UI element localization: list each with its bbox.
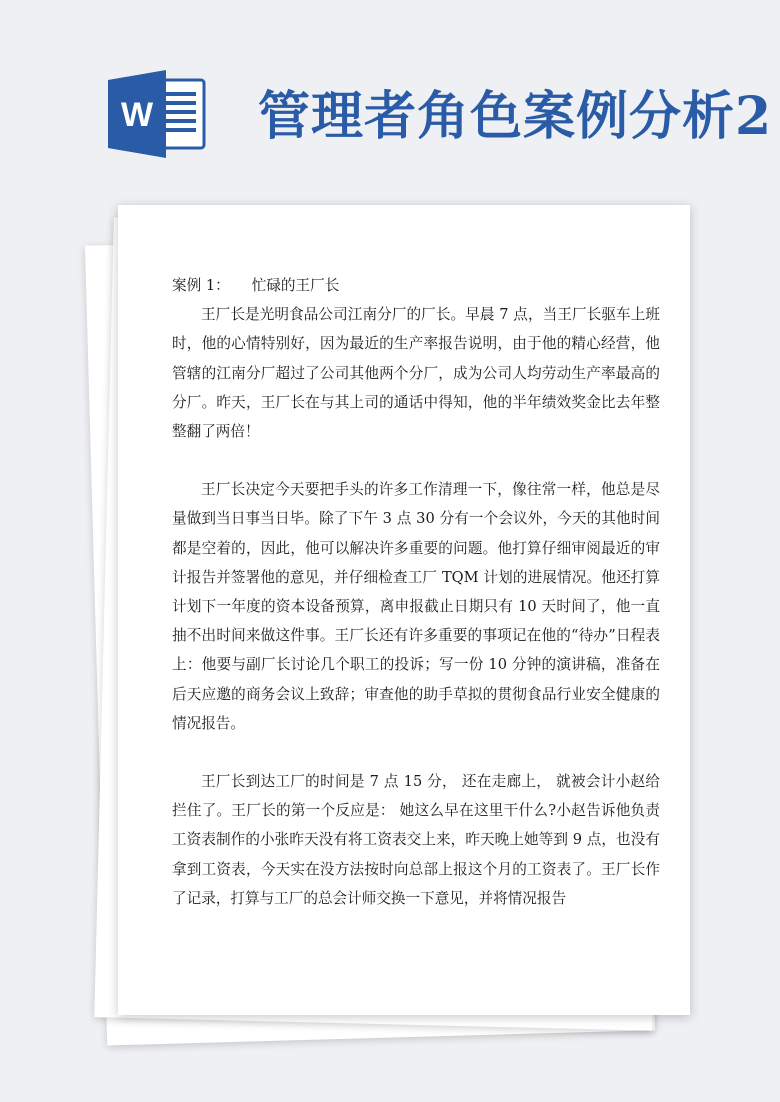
svg-text:W: W (120, 96, 154, 134)
page-title: 管理者角色案例分析2 (258, 86, 773, 147)
case-label: 案例 1： (172, 277, 230, 294)
paragraph: 王厂长决定今天要把手头的许多工作清理一下，像往常一样，他总是尽量做到当日事当日毕。除了下午 3 点 30 分有一个会议外，今天的其他时间都是空着的，因此，他可以解决许多重要的问题。他打算仔细审阅最近的审计报告并签署他的意见，并仔细检查工厂 TQM 计划的进展情况。他还打算计划下一年度的资本设备预算，离申报截止日期只有 10 天时间了，他一直抽不出时间来做这件事。王厂长还有许多重要的事项记在他的“待办”日程表上：他要与副厂长讨论几个职工的投诉；写一份 10 分钟的演讲稿，准备在后天应邀的商务会议上致辞；审查他的助手草拟的贯彻食品行业安全健康的情况报告。 (172, 481, 660, 732)
case-heading (172, 271, 660, 300)
document-body (172, 271, 660, 913)
paragraph: 王厂长是光明食品公司江南分厂的厂长。早晨 7 点，当王厂长驱车上班时，他的心情特别好，因为最近的生产率报告说明，由于他的精心经营，他管辖的江南分厂超过了公司其他两个分厂，成为公司人均劳动生产率最高的分厂。昨天，王厂长在与其上司的通话中得知，他的半年绩效奖金比去年整整翻了两倍！ (172, 306, 660, 441)
document-page (118, 205, 690, 1015)
paragraph: 王厂长到达工厂的时间是 7 点 15 分， 还在走廊上， 就被会计小赵给拦住了。王厂长的第一个反应是： 她这么早在这里干什么?小赵告诉他负责工资表制作的小张昨天没有将工资表交上来，昨天晚上她等到 9 点，也没有拿到工资表，今天实在没方法按时向总部上报这个月的工资表了。王厂长作了记录，打算与工厂的总会计师交换一下意见，并将情况报告 (172, 773, 660, 907)
case-title: 忙碌的王厂长 (251, 277, 340, 294)
word-document-icon (108, 68, 208, 160)
